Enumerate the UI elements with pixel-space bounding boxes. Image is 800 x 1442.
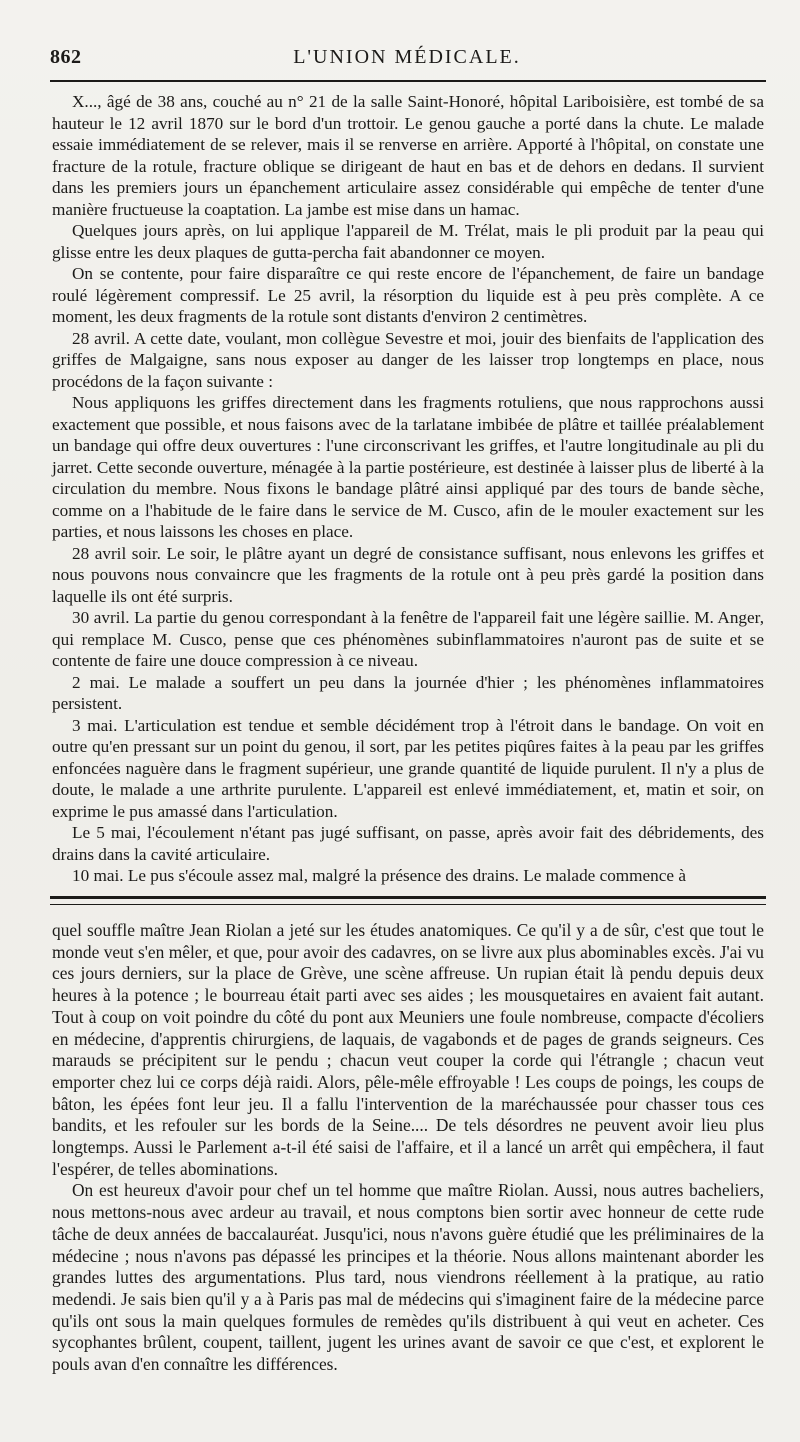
case-paragraph: 3 mai. L'articulation est tendue et semble décidément trop à l'étroit dans le bandage. On voit en outre qu'en pressant sur un point du genou, il sort, par les petites piqûres faites à la peau par les griffes enfoncées naguère dans le fragment supérieur, une grande quantité de liquide purulent. Il n'y a plus de doute, le malade a une arthrite purulente. L'appareil est enlevé immédiatement, et, matin et soir, on exprime le pus amassé dans l'articulation. (52, 715, 764, 821)
case-paragraph: On se contente, pour faire disparaître ce qui reste encore de l'épanchement, de faire un bandage roulé légèrement compressif. Le 25 avril, la résorption du liquide est à peu près complète. A ce moment, les deux fragments de la rotule sont distants d'environ 2 centimètres. (52, 264, 764, 326)
case-paragraph: 28 avril soir. Le soir, le plâtre ayant un degré de consistance suffisant, nous enlevons les griffes et nous pouvons nous convaincre que les fragments de la rotule ont à peu près gardé la position dans laquelle ils ont été surpris. (52, 543, 764, 606)
header-rule (50, 80, 766, 82)
page-number: 862 (50, 46, 82, 68)
case-paragraph: 2 mai. Le malade a souffert un peu dans la journée d'hier ; les phénomènes inflammatoires persistent. (52, 672, 764, 713)
case-paragraph: X..., âgé de 38 ans, couché au n° 21 de la salle Saint-Honoré, hôpital Lariboisière, est tombé de sa hauteur le 12 avril 1870 sur le bord d'un trottoir. Le genou gauche a porté dans la chute. Le malade essaie immédiatement de se relever, mais il se renverse en arrière. Apporté à l'hôpital, on constate une fracture de la rotule, fracture oblique se dirigeant de haut en bas et de dehors en dedans. Il survient dans les premiers jours un épanchement articulaire assez considérable qui empêche de tenter d'une manière fructueuse la coaptation. La jambe est mise dans un hamac. (52, 92, 764, 219)
feuilleton-paragraph: quel souffle maître Jean Riolan a jeté sur les études anatomiques. Ce qu'il y a de sûr, c'est que tout le monde veut s'en mêler, et que, pour avoir des cadavres, on se livre aux plus abominables excès. J'ai vu ces jours derniers, sur la place de Grève, une scène affreuse. Un rupian était là pendu depuis deux heures à la potence ; le bourreau était parti avec ses aides ; les mousquetaires en avaient fait autant. Tout à coup on voit poindre du côté du pont aux Meuniers une foule nombreuse, compacte d'écoliers en médecine, d'apprentis chirurgiens, de laquais, de vagabonds et de pages de grands seigneurs. Ces marauds se précipitent sur le pendu ; chacun veut couper la corde qui l'étrangle ; chacun veut emporter chez lui ce corps déjà raidi. Alors, pêle-mêle effroyable ! Les coups de poings, les coups de bâton, les épées font leur jeu. Il a fallu l'intervention de la maréchaussée pour chasser tous ces bandits, et les refouler sur les bords de la Seine.... De tels désordres ne peuvent avoir lieu plus longtemps. Aussi le Parlement a-t-il été saisi de l'affaire, et il a lancé un arrêt qui empêchera, il faut l'espérer, de telles abominations. (52, 920, 764, 1179)
feuilleton-section (52, 920, 764, 1376)
case-paragraph: Le 5 mai, l'écoulement n'étant pas jugé suffisant, on passe, après avoir fait des débridements, des drains dans la cavité articulaire. (52, 823, 764, 864)
feuilleton-divider-thin (50, 904, 766, 905)
case-paragraph: 10 mai. Le pus s'écoule assez mal, malgré la présence des drains. Le malade commence à (72, 866, 686, 885)
feuilleton-paragraph: On est heureux d'avoir pour chef un tel homme que maître Riolan. Aussi, nous autres bacheliers, nous mettons-nous avec ardeur au travail, et nous comptons bien sortir avec honneur de cette rude tâche de deux années de baccalauréat. Jusqu'ici, nous n'avons guère étudié que les préliminaires de la médecine ; nous n'avons pas dépassé les principes et la théorie. Nous allons maintenant aborder les grandes luttes des argumentations. Plus tard, nous viendrons réellement à la pratique, au ratio medendi. Je sais bien qu'il y a à Paris pas mal de médecins qui s'imaginent faire de la médecine parce qu'ils ont sous la main quelques formules de remèdes qu'ils distribuent à qui veut en acheter. Ces sycophantes brûlent, coupent, taillent, jugent les urines avant de savoir ce que c'est, et explorent le pouls avan d'en connaître les différences. (52, 1180, 764, 1375)
case-report-section (52, 91, 764, 887)
case-paragraph: 28 avril. A cette date, voulant, mon collègue Sevestre et moi, jouir des bienfaits de l'application des griffes de Malgaigne, sans nous exposer au danger de les laisser trop longtemps en place, nous procédons de la façon suivante : (52, 328, 764, 391)
page-header (50, 46, 764, 76)
feuilleton-divider (50, 896, 766, 899)
journal-title: L'UNION MÉDICALE. (293, 46, 521, 68)
case-paragraph: Quelques jours après, on lui applique l'appareil de M. Trélat, mais le pli produit par la peau qui glisse entre les deux plaques de gutta-percha fait abandonner ce moyen. (52, 221, 764, 262)
case-paragraph: Nous appliquons les griffes directement dans les fragments rotuliens, que nous rapprochons aussi exactement que possible, et nous faisons avec de la tarlatane imbibée de plâtre et taillée préalablement un bandage qui offre deux ouvertures : l'une circonscrivant les griffes, et l'autre longitudinale au pli du jarret. Cette seconde ouverture, ménagée à la partie postérieure, est destinée à laisser plus de liberté à la circulation du membre. Nous fixons le bandage plâtré ainsi appliqué par des tours de bande sèche, comme on a l'habitude de le faire dans le service de M. Cusco, afin de le mouler exactement sur les parties, et nous laissons les choses en place. (52, 393, 765, 541)
case-paragraph: 30 avril. La partie du genou correspondant à la fenêtre de l'appareil fait une légère saillie. M. Anger, qui remplace M. Cusco, pense que ces phénomènes subinflammatoires n'auront pas de suite et se contente de faire une douce compression à ce niveau. (52, 608, 764, 670)
